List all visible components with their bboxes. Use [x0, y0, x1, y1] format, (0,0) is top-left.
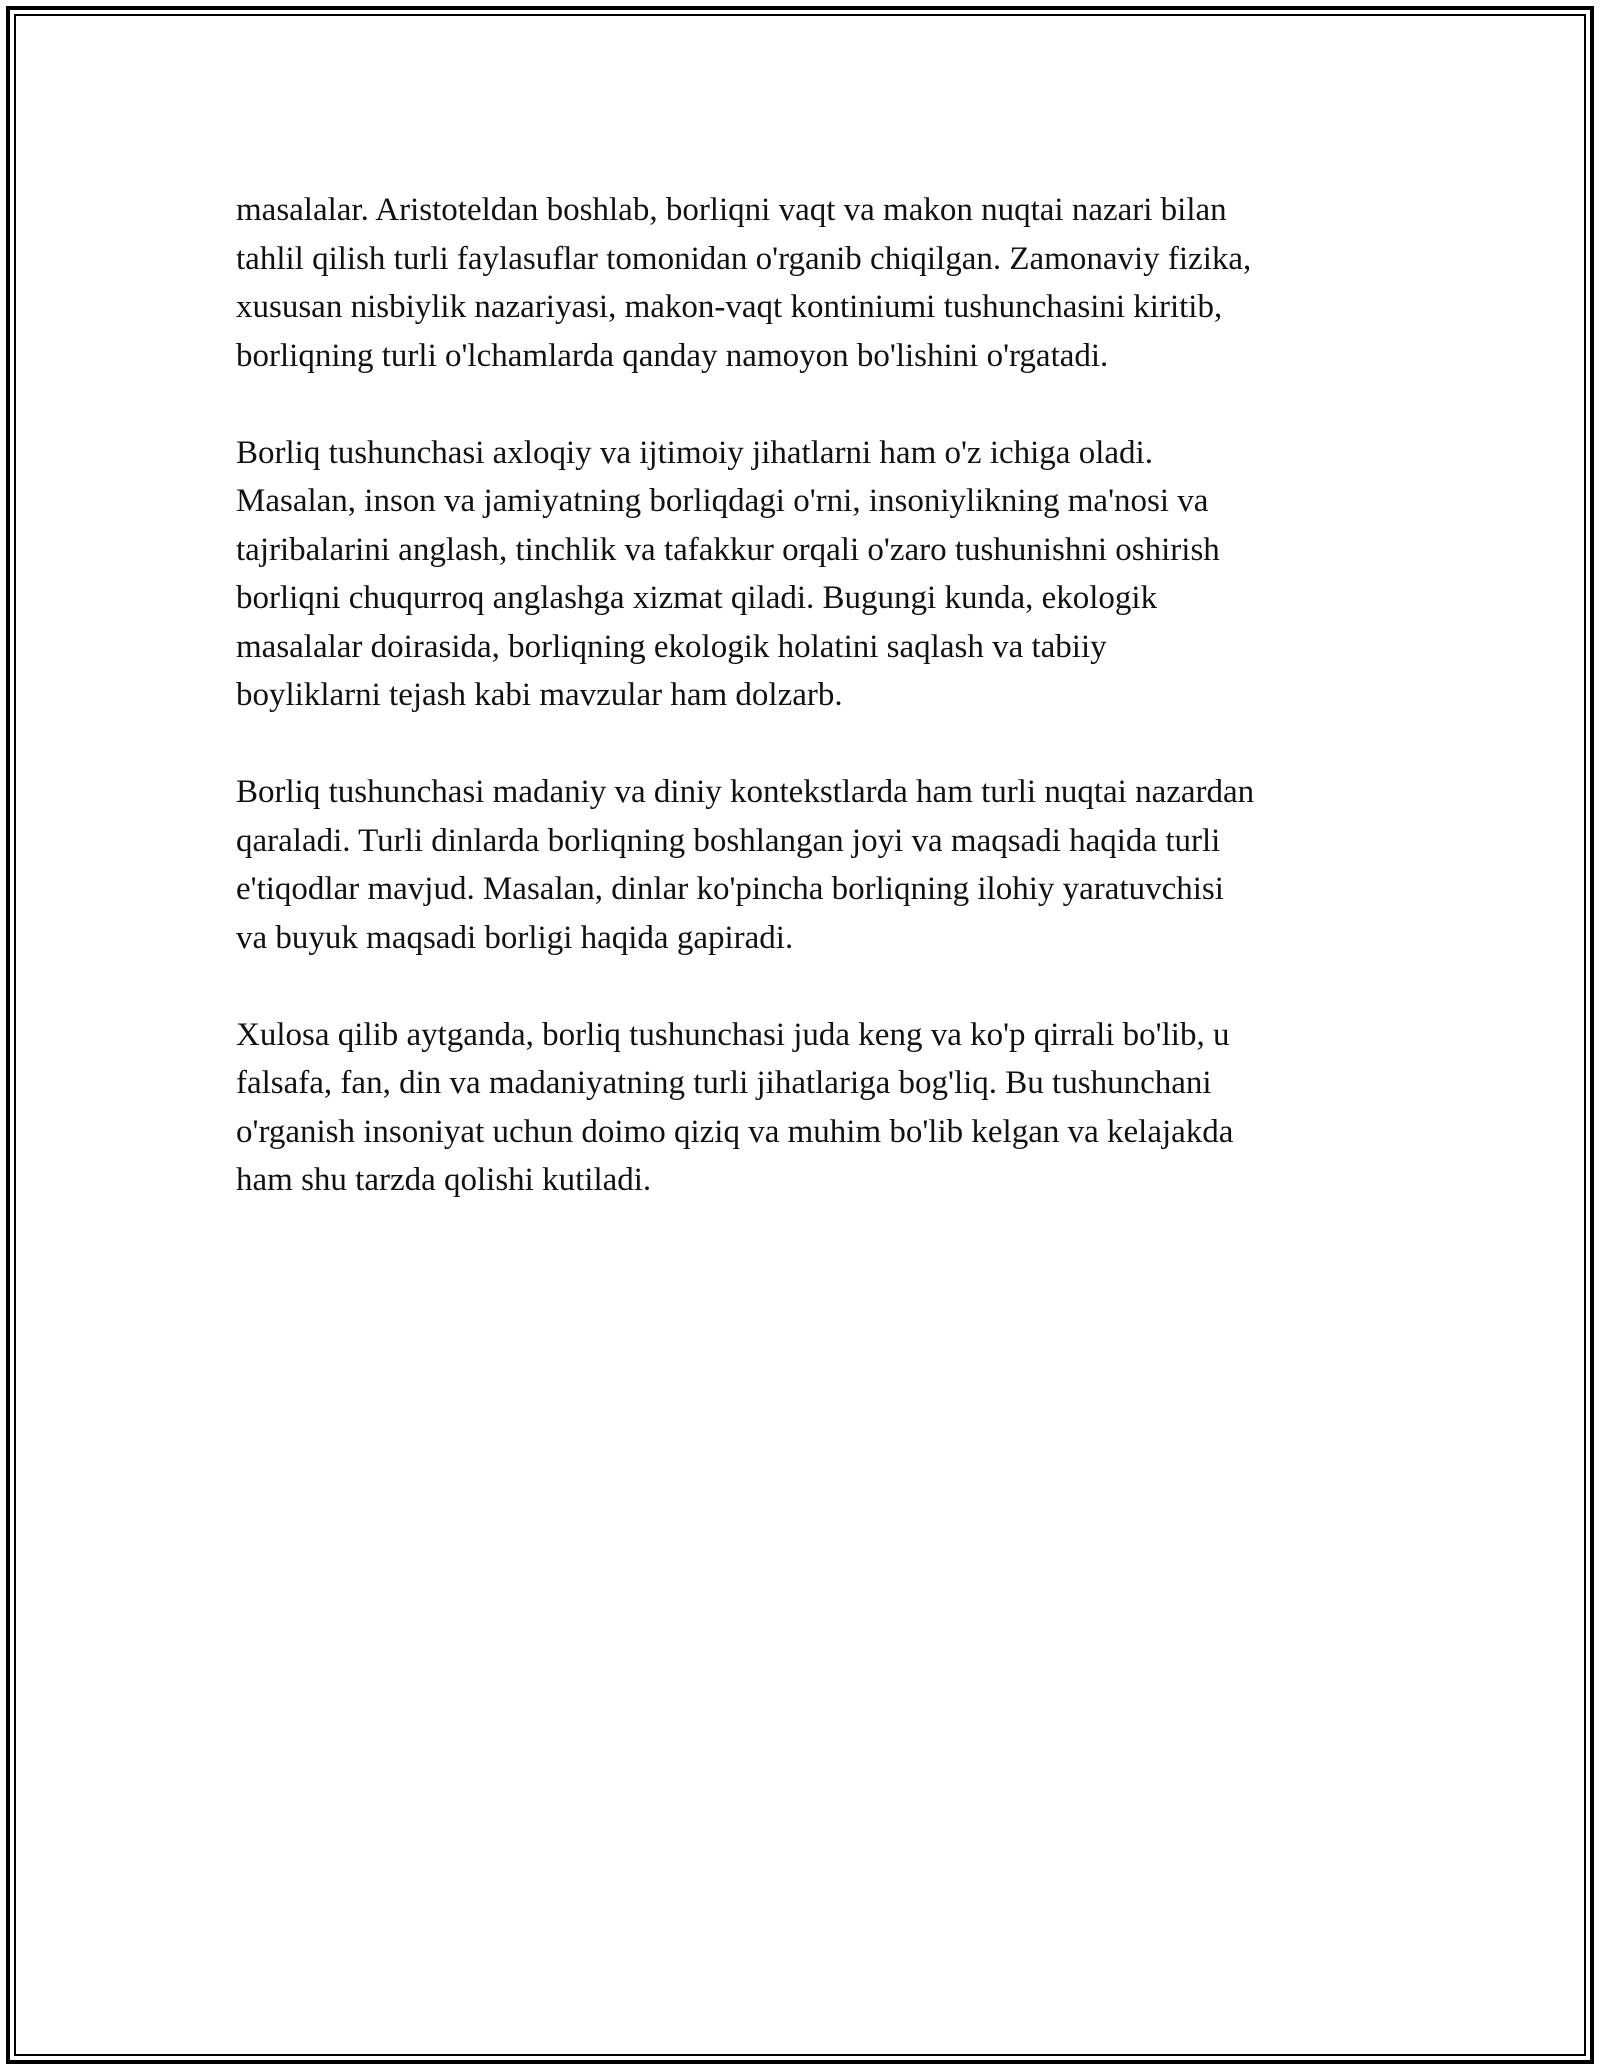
text-line: boyliklarni tejash kabi mavzular ham dolzarb. [236, 677, 843, 713]
text-line: Borliq tushunchasi madaniy va diniy kontekstlarda ham turli nuqtai nazardan [236, 774, 1255, 810]
text-line: Borliq tushunchasi axloqiy va ijtimoiy jihatlarni ham o'z ichiga oladi. [236, 434, 1153, 471]
text-line: o'rganish insoniyat uchun doimo qiziq va muhim bo'lib kelgan va kelajakda [236, 1113, 1234, 1150]
paragraph-1 [236, 186, 1386, 380]
text-line: tajribalarini anglash, tinchlik va tafakkur orqali o'zaro tushunishni oshirish [236, 531, 1220, 568]
paragraph-3 [236, 768, 1386, 962]
text-line: masalalar doirasida, borliqning ekologik holatini saqlash va tabiiy [236, 628, 1107, 665]
document-body [236, 186, 1386, 1253]
text-line: tahlil qilish turli faylasuflar tomonidan o'rganib chiqilgan. Zamonaviy fizika, [236, 240, 1252, 277]
text-line: falsafa, fan, din va madaniyatning turli jihatlariga bog'liq. Bu tushunchani [236, 1065, 1212, 1101]
paragraph-4 [236, 1011, 1386, 1205]
text-line: borliqni chuqurroq anglashga xizmat qiladi. Bugungi kunda, ekologik [236, 580, 1158, 616]
text-line: ham shu tarzda qolishi kutiladi. [236, 1162, 652, 1198]
text-line: qaraladi. Turli dinlarda borliqning boshlangan joyi va maqsadi haqida turli [236, 822, 1221, 859]
text-line: xususan nisbiylik nazariyasi, makon-vaqt kontiniumi tushunchasini kiritib, [236, 289, 1223, 325]
text-line: Xulosa qilib aytganda, borliq tushunchasi juda keng va ko'p qirrali bo'lib, u [236, 1016, 1230, 1053]
text-line: va buyuk maqsadi borligi haqida gapiradi. [236, 919, 794, 956]
paragraph-2 [236, 429, 1386, 720]
text-line: borliqning turli o'lchamlarda qanday namoyon bo'lishini o'rgatadi. [236, 337, 1109, 374]
text-line: masalalar. Aristoteldan boshlab, borliqni vaqt va makon nuqtai nazari bilan [236, 192, 1227, 228]
text-line: e'tiqodlar mavjud. Masalan, dinlar ko'pincha borliqning ilohiy yaratuvchisi [236, 871, 1224, 907]
text-line: Masalan, inson va jamiyatning borliqdagi o'rni, insoniylikning ma'nosi va [236, 483, 1209, 519]
